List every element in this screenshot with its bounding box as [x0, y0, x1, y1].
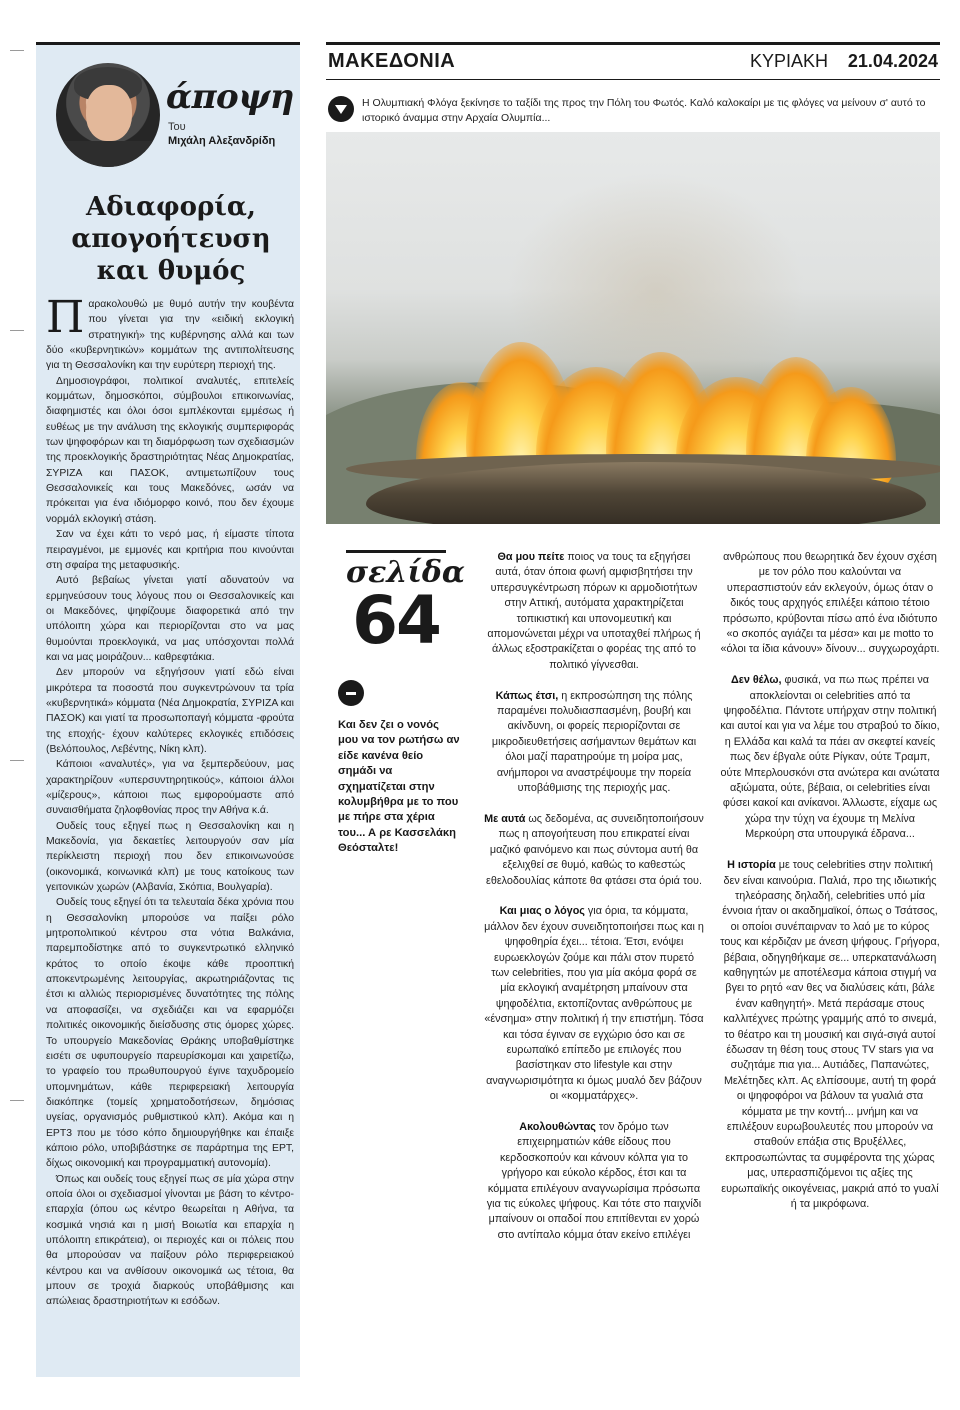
- byline-prefix: Του: [168, 121, 186, 133]
- opinion-paragraph: Όπως και ουδείς τους εξηγεί πως σε μία χώρα στην οποία όλοι οι σχεδιασμοί γίνονται με βάση το κέντρο-επαρχία (όπου ως κέντρο θεωρείται η Αθήνα, τα κοσμικά νησιά και η μισή Βοιωτία και επαρχία η υπόλοιπη επικράτεια), οι περιοχές και οι πόλεις που θα μπορούσαν να παίξουν ρόλο περιφερειακού κέντρου και να ανθίσουν οικονομικά ως τέτοια, θα μπουν σε τροχιά διαρκούς υποβάθμισης και απώλειας δραστηριοτήτων κι εσόδων.: [46, 1173, 294, 1308]
- opinion-paragraph: Δημοσιογράφοι, πολιτικοί αναλυτές, επιτελείς κομμάτων, δημοσκόποι, σύμβουλοι επικοινωνίας, διαφημιστές και όλοι όσοι εμπλέκονται εμμέσως ή ευθέως με την ανάλυση της εκλογικής συμπεριφοράς των ψηφοφόρων και τη διαμόρφωση των σχεδιασμών της προεκλογικής δραστηριότητας Νέας Δημοκρατίας, ΣΥΡΙΖΑ και ΠΑΣΟΚ, αντιμετωπίζουν τους Θεσσαλονικείς και τους Μακεδόνες, ωσάν να πρόκειται για ένα ιδιόμορφο κοινό, που δεν έχουμε νορμάλ εκλογική στάση.: [46, 375, 294, 525]
- opinion-paragraph: Κάποιοι «αναλυτές», για να ξεμπερδεύουν, μας χαρακτηρίζουν «υπερσυντηρητικούς», κάποιοι άλλοι «μίζερους», κάποιοι πως εμφορούμαστε από συναισθήματα ζηλοφθονίας προς την Αθήνα κ.ά.: [46, 759, 294, 817]
- article-paragraph: Και μιας ο λόγος για όρια, τα κόμματα, μάλλον δεν έχουν συνειδητοποιήσει πως και η ψηφοθηρία έχει... τέτοια. Έτσι, ενόψει ευρωεκλογών ζούμε και πάλι στον πυρετό των celebrities, που για μία ακόμα φορά σε μία εκλογική αναμέτρηση μπαίνουν στα ψηφοδέλτια, εκτοπίζοντας ανθρώπους με «ένσημα» στην πολιτική ή την επιστήμη. Τόσα και τόσα έγιναν σε εγχώριο όσο και σε ευρωπαϊκό επίπεδο με επιλογές που βασίστηκαν στο lifestyle και στην αναγνωρισιμότητα κι όμως μυαλό δεν βάζουν οι «κομματάρχες».: [484, 905, 704, 1103]
- scan-edge-mark: [10, 330, 24, 331]
- side-note: Και δεν ζει ο νονός μου να τον ρωτήσω αν είδε κανένα θείο σημάδι να σχηματίζεται στην κολυμβήθρα με το που με πήρε στα χέρια του... Α ρε Κασσελάκη Θεόσταλτε!: [338, 719, 460, 855]
- scan-edge-mark: [10, 1100, 24, 1101]
- opinion-paragraph: Ουδείς τους εξηγεί ότι τα τελευταία δέκα χρόνια που η Θεσσαλονίκη μπορούσε να παίξει ρόλο μητροπολιτικού κέντρου στα νότια Βαλκάνια, παρεμποδίστηκε από το συγκεντρωτικό ελληνικό κράτος το οποίο έκοψε κάθε προοπτική αποκεντρωμένης λειτουργίας, ακρωτηριάζοντας τις έτσι κι αλλιώς περιορισμένες δυνατότητες της πόλης να αποφασίζει, να σχεδιάζει και να εφαρμόζει πολιτικές οικονομικής διείσδυσης στις όμορες χώρες. Το υπουργείο Μακεδονίας Θράκης υποβαθμίστηκε εισέτι σε υφυπουργείο παρευρίσκομαι και χαιρετίζω, το γραφείο του πρωθυπουργού έγινε ταχυδρομείο υπομνημάτων, κάθε περιφερειακή λειτουργία διακόπηκε (τομείς χρηματοδοτήσεων, δημόσιας υγείας, οργανισμός ρυθμιστικού κλπ). Ακόμα και η ΕΡΤ3 που με τόσο κόπο δημιουργήθηκε και έπαιξε κάποιο ρόλο, υποβιβάστηκε σε παράρτημα της ΕΡΤ, δίχως οικονομική και προγραμματική αυτονομία).: [46, 897, 294, 1170]
- article-paragraph: Δεν θέλω, φυσικά, να πω πως πρέπει να αποκλείονται οι celebrities από τα ψηφοδέλτια. Πάντοτε υπήρχαν στην πολιτική και αυτοί και για να λέμε του στραβού το δίκιο, η Ελλάδα και καλά τα πάει αν σκεφτεί κανείς πως δεν έβγαλε ούτε Ρίγκαν, ούτε Τραμπ, ούτε Μπερλουσκόνι στα ανώτερα και ανώτατα αξιώματα, ούτε, βέβαια, οι celebrities είναι φύσει κακοί και ανίκανοι. Άλλωστε, είχαμε ως χώρα την τύχη να έχουμε τη Μελίνα Μερκούρη στα υπουργικά έδρανα...: [720, 674, 940, 841]
- header-date: 21.04.2024: [847, 51, 938, 71]
- dropcap: Π: [46, 292, 85, 343]
- opinion-paragraph: Σαν να έχει κάτι το νερό μας, ή είμαστε τίποτα πειραγμένοι, με εμμονές και κριτήρια που κινούνται στη σφαίρα της μεταφυσικής.: [46, 529, 294, 571]
- opinion-label: άποψη: [166, 77, 294, 117]
- section-name: ΜΑΚΕΔΟΝΙΑ: [328, 50, 456, 72]
- article-paragraph: Κάπως έτσι, η εκπροσώπηση της πόλης παραμένει πολυδιασπασμένη, βουβή και ακίνδυνη, οι φορείς περιορίζονται σε μικροδιευθετήσεις ασήμαντων θεμάτων και όλοι μαζί παρατηρούμε τη μοίρα μας, ανήμποροι να αναστρέψουμε την πορεία υποβάθμισης της περιοχής μας.: [491, 689, 697, 795]
- article-column-3: [720, 550, 940, 1380]
- header-day: ΚΥΡΙΑΚΗ: [749, 51, 828, 71]
- opinion-first-paragraph: Παρακολουθώ με θυμό αυτήν την κουβέντα που γίνεται για την «ειδική εκλογική στρατηγική» της κυβέρνησης αλλά και των δύο «κυβερνητικών» κομμάτων της αντιπολίτευσης για τη Θεσσαλονίκη και την ευρύτερη περιοχή της.: [46, 292, 294, 372]
- photo-caption: Η Ολυμπιακή Φλόγα ξεκίνησε το ταξίδι της προς την Πόλη του Φωτός. Καλό καλοκαίρι με τις φλόγες να μείνουν σ' αυτό το ιστορικό άναμμα στην Αρχαία Ολυμπία...: [362, 97, 926, 124]
- page-number: 64: [352, 582, 440, 659]
- opinion-body: [46, 292, 294, 1310]
- triangle-down-icon: [328, 96, 354, 122]
- article-paragraph: Με αυτά ως δεδομένα, ας συνειδητοποιήσουν πως η απογοήτευση που επικρατεί είναι μαζικό φαινόμενο και πως σύντομα αυτή θα εξελιχθεί σε θυμό, καθώς το καθεστώς εθελοδουλίας κάποτε θα φτάσει στα όριά του.: [484, 812, 704, 887]
- scan-edge-mark: [10, 760, 24, 761]
- author-photo: [56, 63, 160, 167]
- opinion-paragraph: Δεν μπορούν να εξηγήσουν γιατί εδώ είναι μικρότερα τα ποσοστά που συγκεντρώνουν τα τρία «κυβερνητικά» κόμματα (Νέα Δημοκρατία, ΣΥΡΙΖΑ και ΠΑΣΟΚ) και γιατί τα προσωποπαγή κόμματα -φρούτα της εποχής- έχουν καλύτερες εκλογικές επιδόσεις (Βελόπουλος, Λεβέντης, Νίκη κλπ).: [46, 667, 294, 755]
- olympic-flame-photo: [326, 132, 940, 524]
- article-paragraph: Ακολουθώντας τον δρόμο των επιχειρηματιών κάθε είδους που κερδοσκοπούν και κάνουν κόλπα για το γρήγορο και εύκολο κέρδος, έτσι και τα κόμματα επιλέγουν αναγνωρίσιμα πρόσωπα για τις εύκολες ψήφους. Και τότε στο παιχνίδι μπαίνουν οι οπαδοί που επιτίθενται εν χορώ στο αντίπαλο κόμμα όταν εκείνο επιλέγει: [486, 1120, 702, 1241]
- opinion-paragraph: Αυτό βεβαίως γίνεται γιατί αδυνατούν να ερμηνεύσουν τους λόγους που οι Θεσσαλονικείς και οι Μακεδόνες, ψηφίζουμε διαφορετικά από την υπόλοιπη χώρα και περιορίζονται στο να μας θυμούνται προεκλογικά, να μας υπόσχονται πολλά και να μας μοιράζουν... καθρεφτάκια.: [46, 575, 294, 663]
- opinion-paragraph: Ουδείς τους εξηγεί πως η Θεσσαλονίκη και η Μακεδονία, για δεκαετίες λειτουργούν σαν μία περίκλειστη περιοχή που δεν επικοινωνούσε (οικονομικά, κοινωνικά κλπ) με τους κατοίκους των γειτονικών χωρών (Αλβανία, Σκόπια, Βουλγαρία).: [46, 820, 294, 894]
- article-paragraph: ανθρώπους που θεωρητικά δεν έχουν σχέση με τον ρόλο που καλούνται να υπερασπιστούν εάν εκλεγούν, όμως όταν ο δικός τους αρχηγός επιλέξει κάποιο τέτοιο πρόσωπο, κρύβονται πίσω από ένα ιδιότυπο «ο σκοπός αγιάζει τα μέσα» και με motto το «όλοι τα ίδια κάνουν» δίνουν... συγχωροχάρτι.: [720, 551, 940, 656]
- article-paragraph: Θα μου πείτε ποιος να τους τα εξηγήσει αυτά, όταν όποια φωνή αμφισβητήσει την υπερσυγκέντρωση πόρων κι αρμοδιοτήτων στην Αττική, αυτόματα χαρακτηρίζεται τοπικιστική και υπονομευτική και απομονώνεται μέχρι να υποταχθεί πλήρως ή άλλως εξοστρακίζεται ο φορέας της από το πολιτικό γίγνεσθαι.: [487, 551, 701, 671]
- page-header: [326, 42, 940, 80]
- article-column-2: [484, 550, 704, 1380]
- article-paragraph: Η ιστορία με τους celebrities στην πολιτική δεν είναι καινούρια. Παλιά, προ της ιδιωτικής τηλεόρασης δηλαδή, celebrities υπό μία έννοια ήταν οι ακαδημαϊκοί, όπως ο Τσάτσος, οι οποίοι συνέπαιρναν το λαό με το κύρος τους και κέρδιζαν με άνεση ψήφους. Γρήγορα, βέβαια, οδηγηθήκαμε σε... υπερκατανάλωση καθηγητών με αποτέλεσμα κάποια στιγμή να βγει το ρητό «αν θες να διαλύσεις κάτι, βάλε έναν καθηγητή». Μετά περάσαμε στους καλλιτέχνες πρώτης γραμμής από το σινεμά, το θέατρο και τη μουσική και σιγά-σιγά αυτοί έδωσαν τη θέση τους στους TV stars για να συζητάμε πια για... Αυτιάδες, Παπανώτες, Μελέτηδες κλπ. Ας ελπίσουμε, αυτή τη φορά οι ψηφοφόροι να βάλουν τα γυαλιά στα κόμματα με την κοντή... μνήμη και να επιλέξουν ευρωβουλευτές που μπορούν να σταθούν επάξια στις Βρυξέλλες, εκπροσωπώντας τα συμφέροντα της χώρας μας, υπερασπιζόμενοι τις αξίες της ευρωπαϊκής οικογένειας, μακριά από το γυαλί ή τα μικρόφωνα.: [720, 859, 940, 1211]
- opinion-column: [36, 42, 300, 1377]
- author-name: Μιχάλη Αλεξανδρίδη: [168, 135, 276, 147]
- minus-icon: [338, 680, 364, 706]
- opinion-title: Αδιαφορία, απογοήτευση και θυμός: [71, 192, 271, 286]
- page-label: σελίδα: [346, 550, 446, 590]
- scan-edge-mark: [10, 50, 24, 51]
